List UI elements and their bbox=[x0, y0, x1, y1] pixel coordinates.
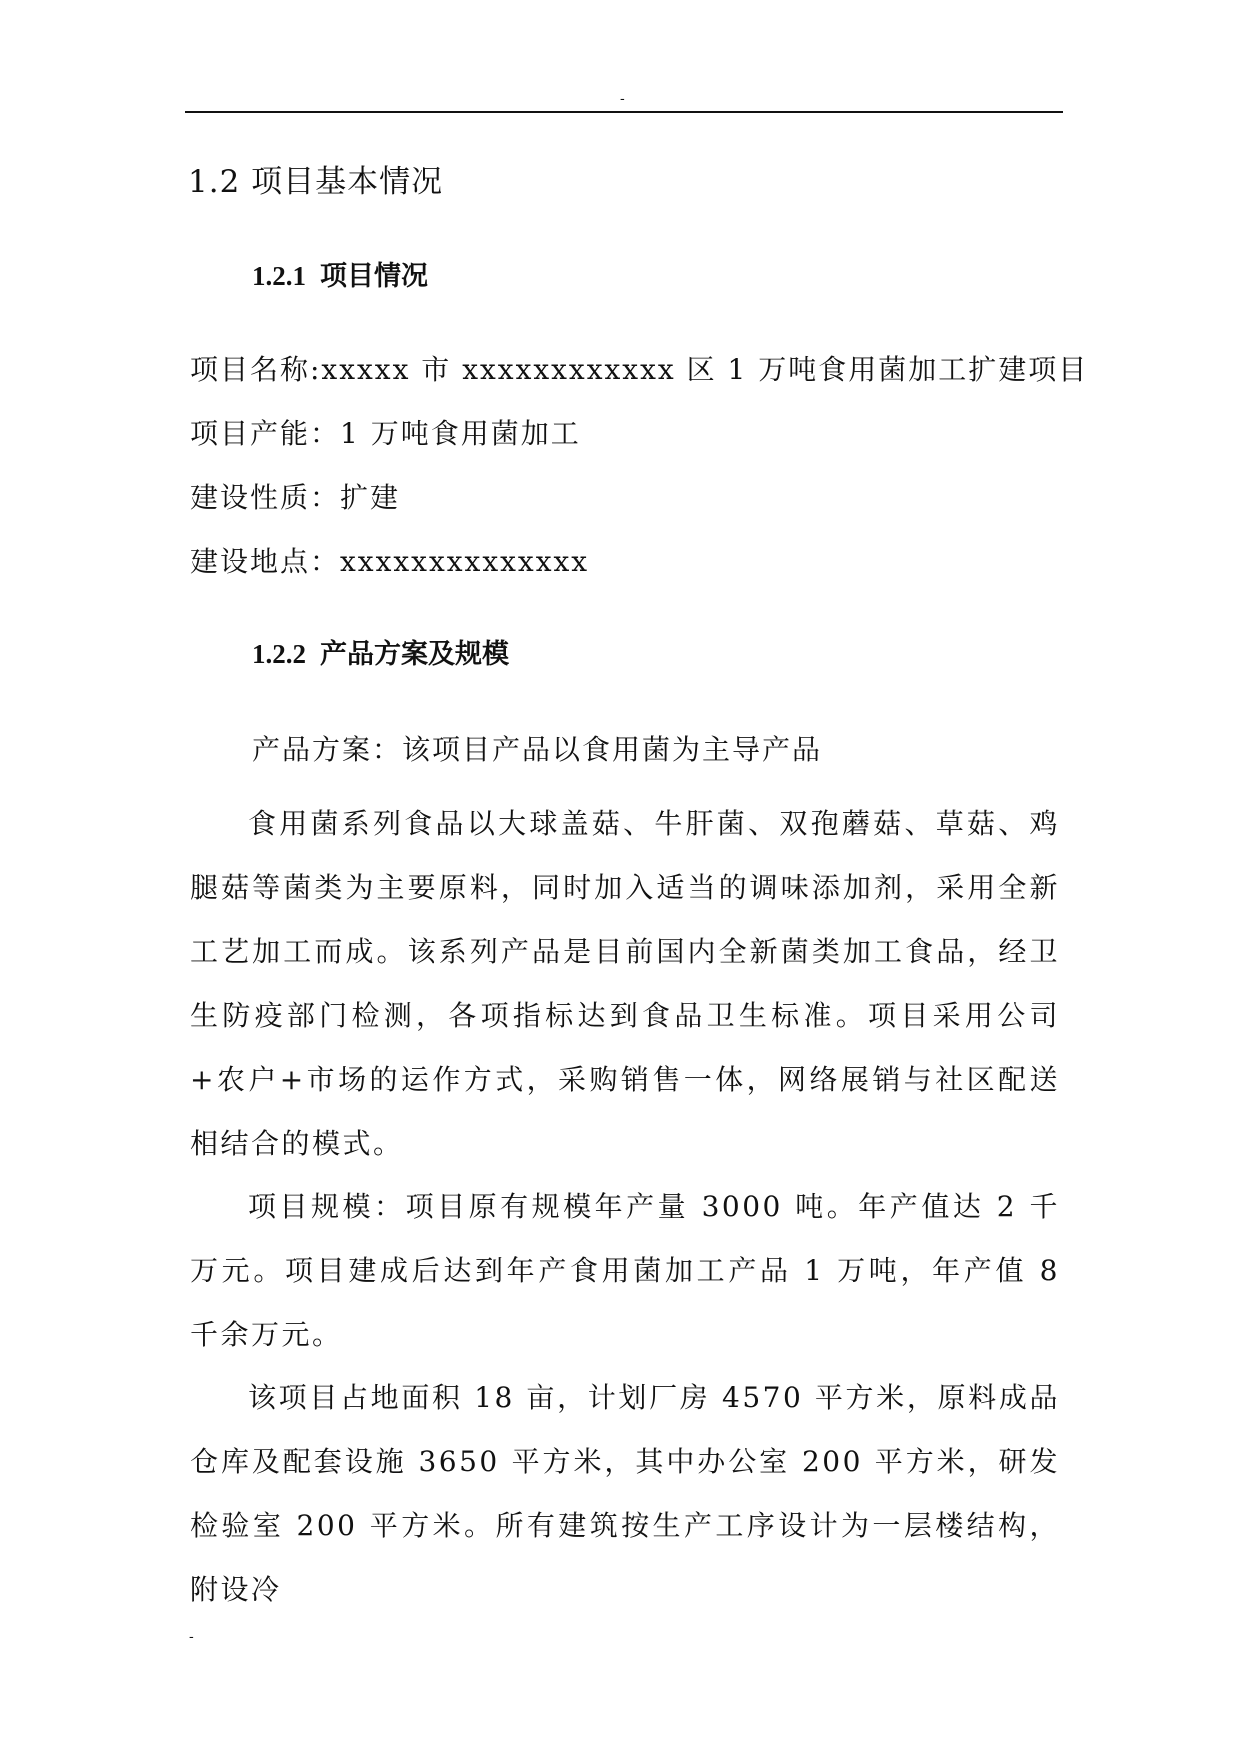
subsection-heading-2 bbox=[252, 634, 509, 675]
subsection-number: 1.2.2 bbox=[252, 639, 306, 669]
subsection-heading-1 bbox=[252, 256, 428, 297]
subsection-title: 产品方案及规模 bbox=[320, 639, 509, 670]
paragraph-product-description: 食用菌系列食品以大球盖菇、牛肝菌、双孢蘑菇、草菇、鸡腿菇等菌类为主要原料，同时加入适当的调味添加剂，采用全新工艺加工而成。该系列产品是目前国内全新菌类加工食品，经卫生防疫部门检测，各项指标达到食品卫生标准。项目采用公司+农户+市场的运作方式，采购销售一体，网络展销与社区配送相结合的模式。 bbox=[190, 807, 1060, 1160]
scheme-line: 产品方案：该项目产品以食用菌为主导产品 bbox=[252, 733, 823, 766]
info-location: 建设地点：xxxxxxxxxxxxxx bbox=[190, 545, 590, 578]
paragraph-site: 该项目占地面积 18 亩，计划厂房 4570 平方米，原料成品仓库及配套设施 3650 平方米，其中办公室 200 平方米，研发检验室 200 平方米。所有建筑按生产工序设计为一层楼结构，附设冷 bbox=[190, 1381, 1060, 1606]
section-title: 1.2 项目基本情况 bbox=[188, 164, 444, 200]
subsection-number: 1.2.1 bbox=[252, 261, 306, 291]
footer-mark: - bbox=[189, 1629, 194, 1645]
paragraph-scale: 项目规模：项目原有规模年产量 3000 吨。年产值达 2 千万元。项目建成后达到年产食用菌加工产品 1 万吨，年产值 8 千余万元。 bbox=[190, 1190, 1060, 1351]
info-capacity: 项目产能：1 万吨食用菌加工 bbox=[190, 417, 581, 450]
info-project-name: 项目名称:xxxxx 市 xxxxxxxxxxxx 区 1 万吨食用菌加工扩建项目 bbox=[190, 353, 1089, 386]
header-rule bbox=[185, 111, 1063, 113]
header-mark: - bbox=[620, 91, 625, 107]
info-nature: 建设性质：扩建 bbox=[190, 481, 401, 514]
subsection-title: 项目情况 bbox=[320, 261, 428, 292]
